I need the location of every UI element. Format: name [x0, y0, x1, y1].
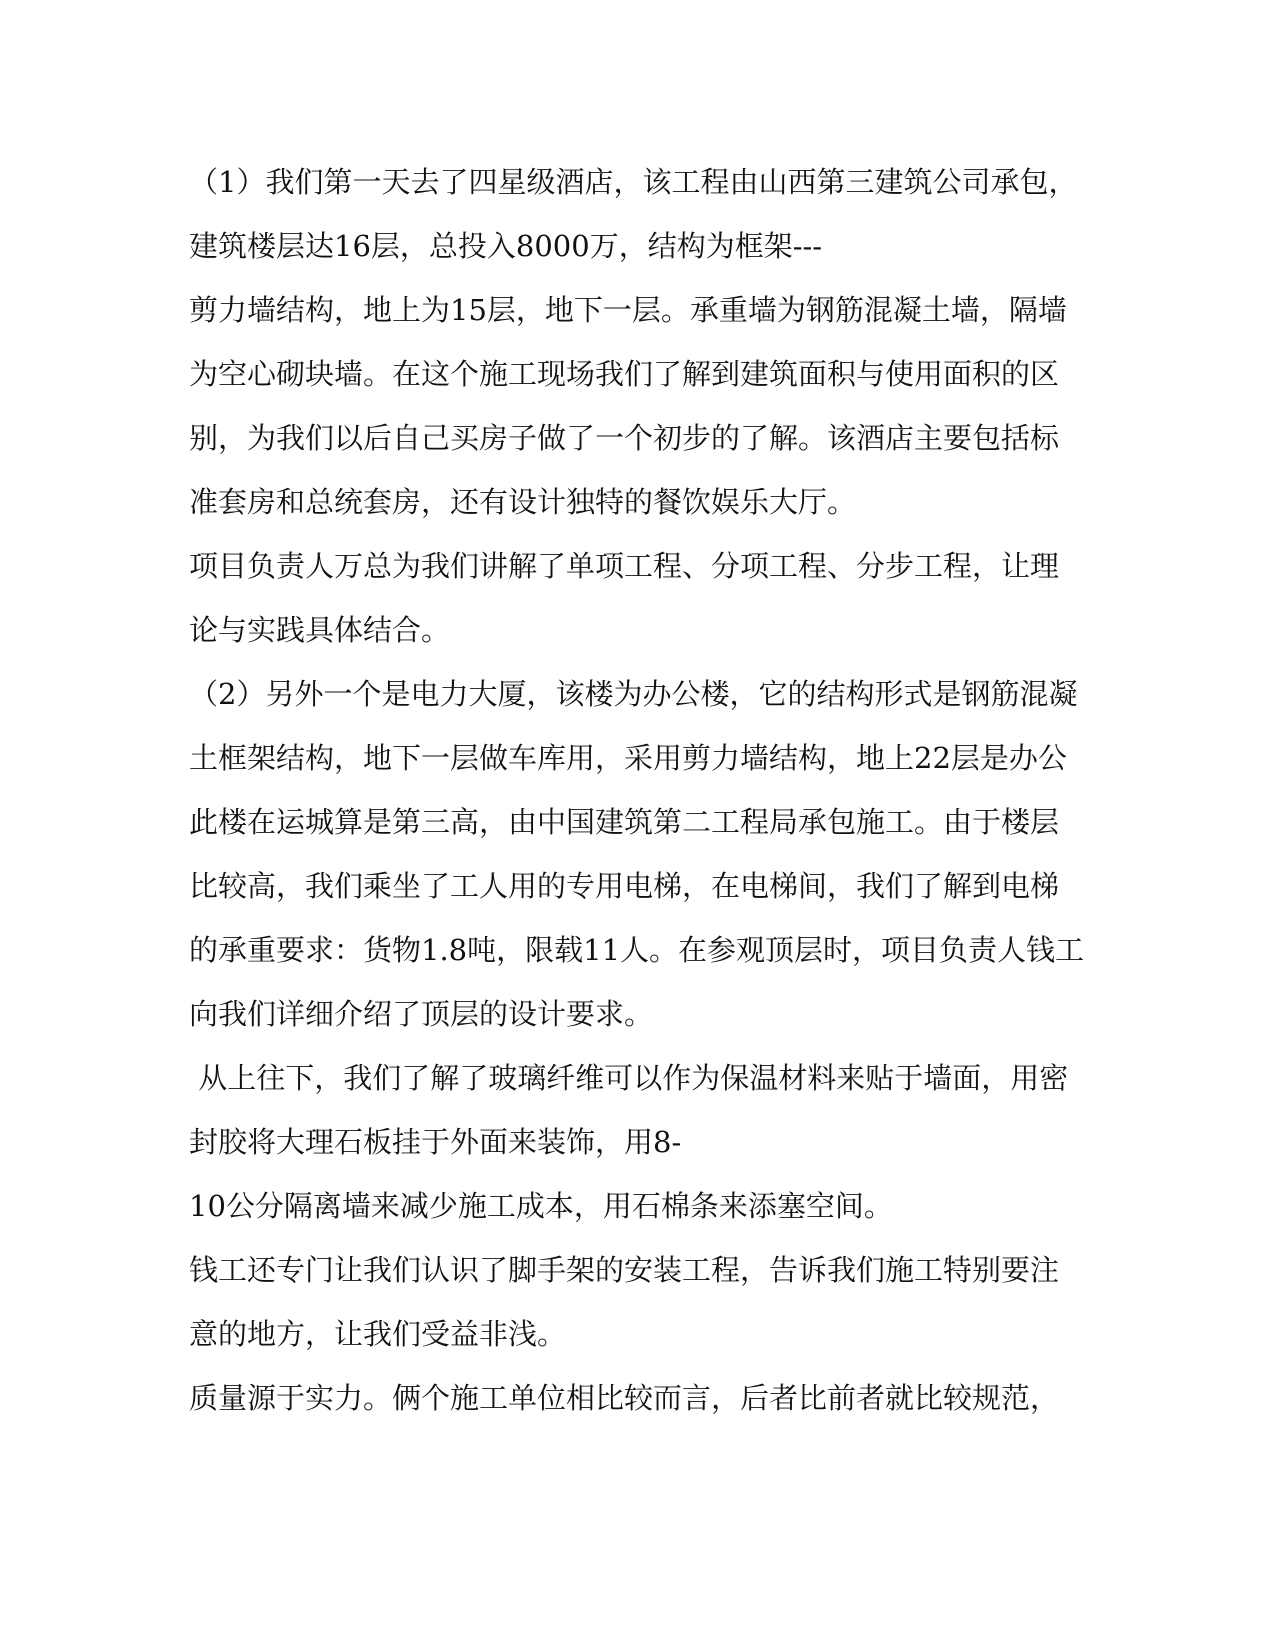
text-line: 从上往下，我们了解了玻璃纤维可以作为保温材料来贴于墙面，用密	[189, 1061, 1069, 1095]
text-line: 向我们详细介绍了顶层的设计要求。	[189, 997, 654, 1031]
text-line: 为空心砌块墙。在这个施工现场我们了解到建筑面积与使用面积的区	[189, 357, 1060, 391]
text-line: 论与实践具体结合。	[189, 613, 451, 647]
text-line: 建筑楼层达16层，总投入8000万，结构为框架---	[189, 229, 823, 263]
text-line: 意的地方，让我们受益非浅。	[189, 1317, 567, 1351]
text-line: 剪力墙结构，地上为15层，地下一层。承重墙为钢筋混凝土墙，隔墙	[189, 293, 1067, 327]
text-line: （2）另外一个是电力大厦，该楼为办公楼，它的结构形式是钢筋混凝	[189, 677, 1078, 711]
text-line: 项目负责人万总为我们讲解了单项工程、分项工程、分步工程，让理	[189, 549, 1060, 583]
text-line: 别，为我们以后自己买房子做了一个初步的了解。该酒店主要包括标	[189, 421, 1060, 455]
text-line: 封胶将大理石板挂于外面来装饰，用8-	[189, 1125, 682, 1159]
text-line: 准套房和总统套房，还有设计独特的餐饮娱乐大厅。	[189, 485, 857, 519]
text-line: 土框架结构，地下一层做车库用，采用剪力墙结构，地上22层是办公	[189, 741, 1067, 775]
text-line: 钱工还专门让我们认识了脚手架的安装工程，告诉我们施工特别要注	[189, 1253, 1060, 1287]
text-line: 的承重要求：货物1.8吨，限载11人。在参观顶层时，项目负责人钱工	[189, 933, 1085, 967]
text-line: （1）我们第一天去了四星级酒店，该工程由山西第三建筑公司承包，	[189, 165, 1078, 199]
text-line: 比较高，我们乘坐了工人用的专用电梯，在电梯间，我们了解到电梯	[189, 869, 1060, 903]
text-line: 10公分隔离墙来减少施工成本，用石棉条来添塞空间。	[189, 1189, 893, 1223]
body-text	[189, 150, 1089, 1430]
text-line: 此楼在运城算是第三高，由中国建筑第二工程局承包施工。由于楼层	[189, 805, 1060, 839]
text-line: 质量源于实力。俩个施工单位相比较而言，后者比前者就比较规范，	[189, 1381, 1060, 1415]
